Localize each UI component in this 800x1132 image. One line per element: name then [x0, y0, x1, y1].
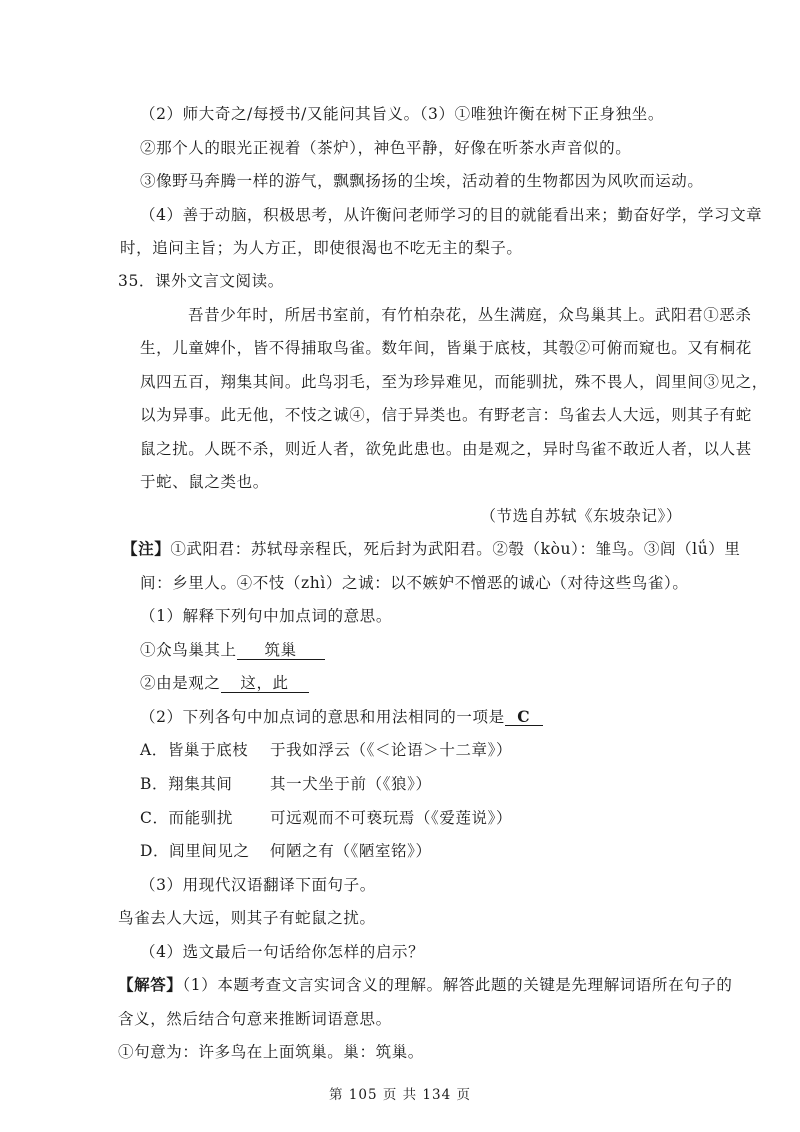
- question-35-title: 35．课外文言文阅读。: [118, 272, 284, 290]
- sub1-b-answer: 这，此: [221, 675, 309, 693]
- sub1-b-prefix: ②由是观: [140, 674, 205, 692]
- note-line-1: [122, 539, 741, 559]
- passage-line-4: 以为异事。此无他，不忮之诚④，信于异类也。有野老言：鸟雀去人大远，则其子有蛇: [140, 406, 752, 424]
- sub1-a-rest: 其上: [204, 641, 237, 659]
- sub1-title: （1）解释下列句中加点词的意思。: [140, 607, 392, 625]
- passage-line-3: 凤四五百，翔集其间。此鸟羽毛，至为珍异难见，而能驯扰，殊不畏人，闾里间③见之，: [140, 373, 768, 391]
- prev-answer-line-4: （4）善于动脑，积极思考，从许衡问老师学习的目的就能看出来；勤奋好学，学习文章: [140, 206, 763, 224]
- jieda-line-2: 含义，然后结合句意来推断词语意思。: [118, 1010, 392, 1028]
- sub1-a-prefix: ①众鸟: [140, 641, 189, 659]
- sub3-sentence: 鸟雀去人大远，则其子有蛇鼠之扰。: [118, 909, 376, 927]
- option-d: [140, 841, 432, 861]
- sub2-answer: C: [505, 708, 543, 726]
- sub1-a-dotted-word: 巢: [188, 641, 205, 659]
- option-c-left: C．而能驯扰: [140, 809, 233, 827]
- passage-line-6: 于蛇、鼠之类也。: [140, 473, 269, 491]
- page-footer: 第 105 页 共 134 页: [329, 1087, 471, 1103]
- note-line-2: 间：乡里人。④不忮（zhì）之诚：以不嫉妒不憎恶的诚心（对待这些鸟雀）。: [140, 574, 689, 592]
- sub1-a-answer: 筑巢: [237, 642, 325, 660]
- sub2-title: [140, 707, 543, 727]
- option-a: [140, 740, 512, 760]
- prev-answer-line-2: ②那个人的眼光正视着（茶炉），神色平静，好像在听茶水声音似的。: [140, 139, 632, 157]
- passage-line-1: 吾昔少年时，所居书室前，有竹柏杂花，丛生满庭，众鸟巢其上。武阳君①恶杀: [188, 306, 752, 324]
- option-d-right: 何陋之有（《陋室铭》）: [270, 842, 432, 860]
- option-c-right: 可远观而不可亵玩焉（《爱莲说》）: [270, 809, 513, 827]
- option-b-left: B．翔集其间: [140, 775, 233, 793]
- note-label: 【注】: [122, 539, 171, 558]
- sub4-title: （4）选文最后一句话给你怎样的启示？: [140, 943, 425, 961]
- option-b-right: 其一犬坐于前（《狼》）: [270, 775, 432, 793]
- passage-line-2: 生，儿童婢仆，皆不得捕取鸟雀。数年间，皆巢于底枝，其彀②可俯而窥也。又有桐花: [140, 339, 752, 357]
- prev-answer-line-5: 时，追问主旨；为人方正，即使很渴也不吃无主的梨子。: [120, 239, 523, 257]
- jieda-line-1: [118, 975, 733, 995]
- jieda-line-3: ①句意为：许多鸟在上面筑巢。巢：筑巢。: [118, 1043, 424, 1061]
- option-c: [140, 808, 512, 828]
- sub1-item-a: [140, 640, 325, 660]
- sub3-title: （3）用现代汉语翻译下面句子。: [140, 876, 376, 894]
- prev-answer-line-1: （2）师大奇之/每授书/又能问其旨义。（3）①唯独许衡在树下正身独坐。: [140, 105, 664, 123]
- note-text-1: ①武阳君：苏轼母亲程氏，死后封为武阳君。②彀（kòu）：雏鸟。③闾（lǘ）里: [170, 540, 741, 558]
- prev-answer-line-3: ③像野马奔腾一样的游气，飘飘扬扬的尘埃，活动着的生物都因为风吹而运动。: [140, 172, 704, 190]
- option-b: [140, 774, 432, 794]
- passage-line-5: 鼠之扰。人既不杀，则近人者，欲免此患也。由是观之，异时鸟雀不敢近人者，以人甚: [140, 440, 752, 458]
- option-a-left: A．皆巢于底枝: [140, 741, 249, 759]
- passage-source: （节选自苏轼《东坡杂记》）: [480, 507, 682, 525]
- option-d-left: D．闾里间见之: [140, 842, 250, 860]
- sub1-b-dotted-word: 之: [204, 674, 221, 692]
- jieda-text-1: （1）本题考查文言实词含义的理解。解答此题的关键是先理解词语所在句子的: [182, 976, 733, 994]
- option-a-right: 于我如浮云（《＜论语＞十二章》）: [270, 741, 513, 759]
- jieda-label: 【解答】: [118, 975, 183, 994]
- sub2-question: （2）下列各句中加点词的意思和用法相同的一项是: [140, 708, 505, 726]
- sub1-item-b: [140, 673, 309, 693]
